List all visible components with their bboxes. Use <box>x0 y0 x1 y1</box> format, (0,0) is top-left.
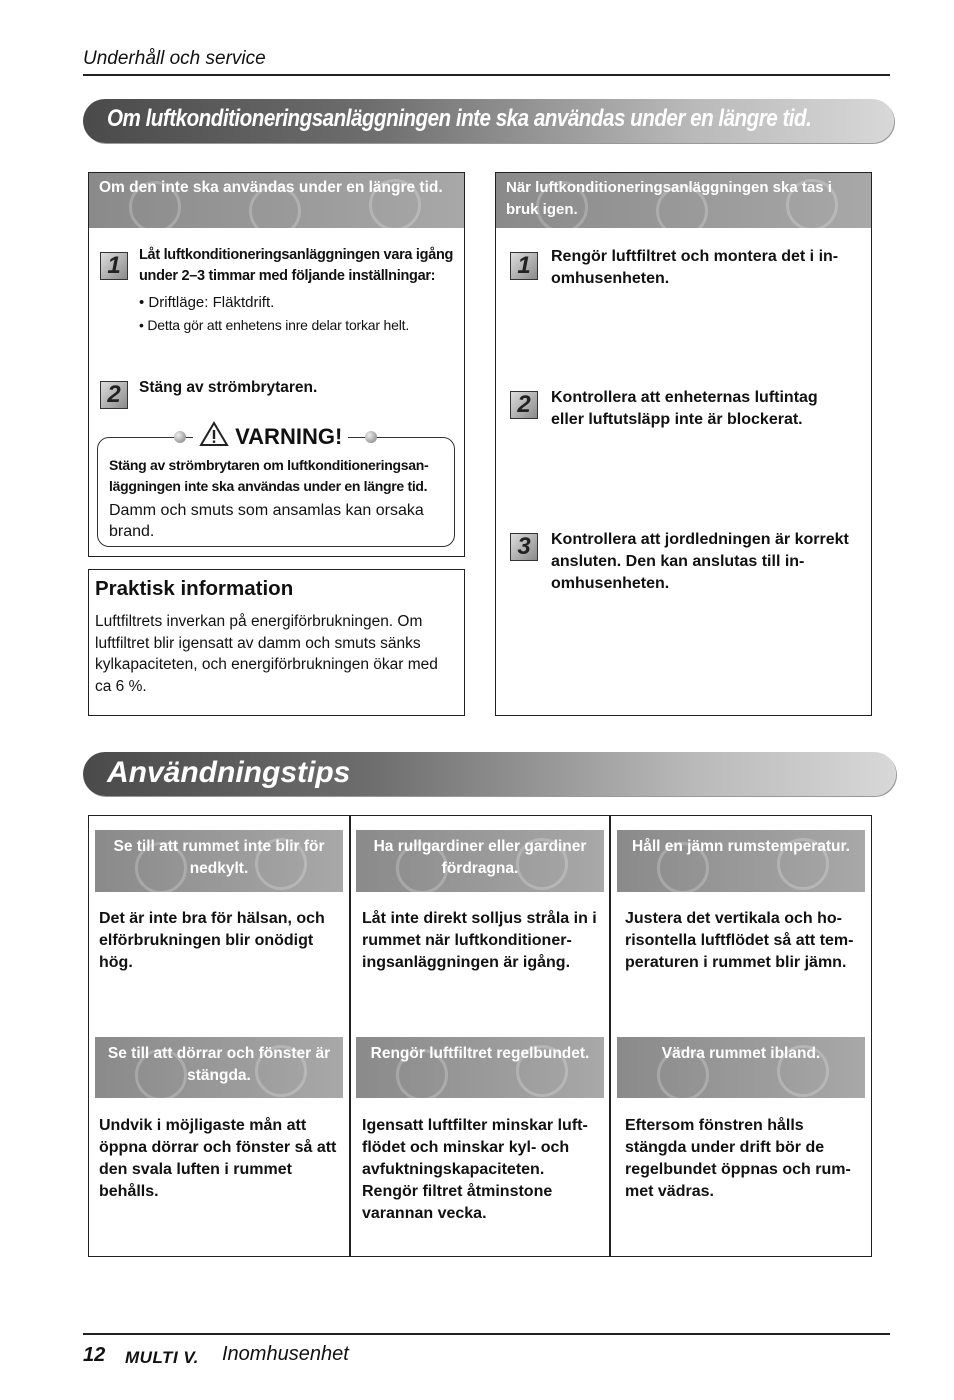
tip-header-text: Håll en jämn rumstemperatur. <box>632 838 850 855</box>
restart-box-header <box>496 173 871 228</box>
info-title: Praktisk information <box>95 577 294 600</box>
tip-header <box>356 1037 604 1098</box>
restart-step1-text: Rengör luftfiltret och montera det i in- omhusenheten. <box>551 248 839 287</box>
warning-text: Damm och smuts som ansamlas kan orsaka brand. <box>109 502 424 540</box>
tip-header-text: Vädra rummet ibland. <box>661 1045 821 1062</box>
restart-box-header-text: När luftkonditioneringsanläggningen ska tas i bruk igen. <box>506 179 832 218</box>
tip-text: Justera det vertikala och ho- risontella luftflödet så att tem- peraturen i rummet blir jämn. <box>625 910 854 971</box>
tip-header <box>617 1037 865 1098</box>
brand-logo: MULTI V. <box>125 1348 199 1367</box>
restart-step3-text: Kontrollera att jordledningen är korrekt ansluten. Den kan anslutas till in- omhusenheten. <box>551 531 849 592</box>
step-number-2: 2 <box>510 391 538 419</box>
warning-triangle-icon <box>199 421 229 447</box>
section-banner-storage <box>83 99 894 143</box>
warning-title-text: VARNING! <box>235 424 343 449</box>
step-number-1: 1 <box>100 252 128 280</box>
warning-title <box>193 421 348 450</box>
tip-text: Eftersom fönstren hålls stängda under drift bör de regelbundet öppnas och rum- met vädras. <box>625 1117 851 1200</box>
section-title: Användningstips <box>107 756 351 789</box>
tip-text: Igensatt luftfilter minskar luft- flödet och minskar kyl- och avfuktningskapaciteten. Rengör filtret åtminstone varannan vecka. <box>362 1117 588 1222</box>
step-number-2: 2 <box>100 381 128 409</box>
tips-divider-1 <box>349 815 351 1257</box>
tip-header-text: Ha rullgardiner eller gardiner fördragna. <box>373 838 587 877</box>
page-number: 12 <box>83 1344 106 1366</box>
step1-text: Låt luftkonditioneringsanläggningen vara igång under 2–3 timmar med följande inställningar: <box>139 247 454 284</box>
step-number-3: 3 <box>510 533 538 561</box>
tip-text: Låt inte direkt solljus stråla in i rummet när luftkonditioner- ingsanläggningen är igång. <box>362 910 597 971</box>
tip-text: Det är inte bra för hälsan, och elförbrukningen blir onödigt hög. <box>99 910 325 971</box>
tip-header-text: Se till att dörrar och fönster är stängda. <box>107 1045 331 1084</box>
storage-box-header <box>89 173 464 228</box>
info-text: Luftfiltrets inverkan på energiförbrukningen. Om luftfiltret blir igensatt av damm och smuts sänks kylkapaciteten, och energiförbrukningen ökar med ca 6 %. <box>95 613 438 695</box>
warning-dot-right <box>365 431 377 443</box>
tip-header <box>356 830 604 892</box>
step-number-1: 1 <box>510 252 538 280</box>
footer-rule <box>83 1333 890 1335</box>
header-rule <box>83 74 890 76</box>
tip-text: Undvik i möjligaste mån att öppna dörrar och fönster så att den svala luften i rummet behålls. <box>99 1117 337 1200</box>
tip-header <box>95 830 343 892</box>
footer-title: Inomhusenhet <box>222 1343 349 1365</box>
bullet-fan-mode: • Driftläge: Fläktdrift. <box>139 294 275 311</box>
tip-header <box>617 830 865 892</box>
tip-header-text: Se till att rummet inte blir för nedkylt. <box>113 838 325 877</box>
bullet-dry: • Detta gör att enhetens inre delar torkar helt. <box>139 317 410 333</box>
section-banner-tips <box>83 752 896 796</box>
running-head: Underhåll och service <box>83 48 266 69</box>
section-title: Om luftkonditioneringsanläggningen inte ska användas under en längre tid. <box>107 105 812 132</box>
tips-divider-2 <box>609 815 611 1257</box>
tip-header-text: Rengör luftfiltret regelbundet. <box>370 1045 590 1062</box>
restart-step2-text: Kontrollera att enheternas luftintag eller luftutsläpp inte är blockerat. <box>551 389 818 428</box>
step2-text: Stäng av strömbrytaren. <box>139 379 318 396</box>
warning-bold-text: Stäng av strömbrytaren om luftkonditioneringsan- läggningen inte ska användas under en längre tid. <box>109 457 429 494</box>
storage-box-header-text: Om den inte ska användas under en längre tid. <box>99 179 443 196</box>
warning-dot-left <box>174 431 186 443</box>
tip-header <box>95 1037 343 1098</box>
